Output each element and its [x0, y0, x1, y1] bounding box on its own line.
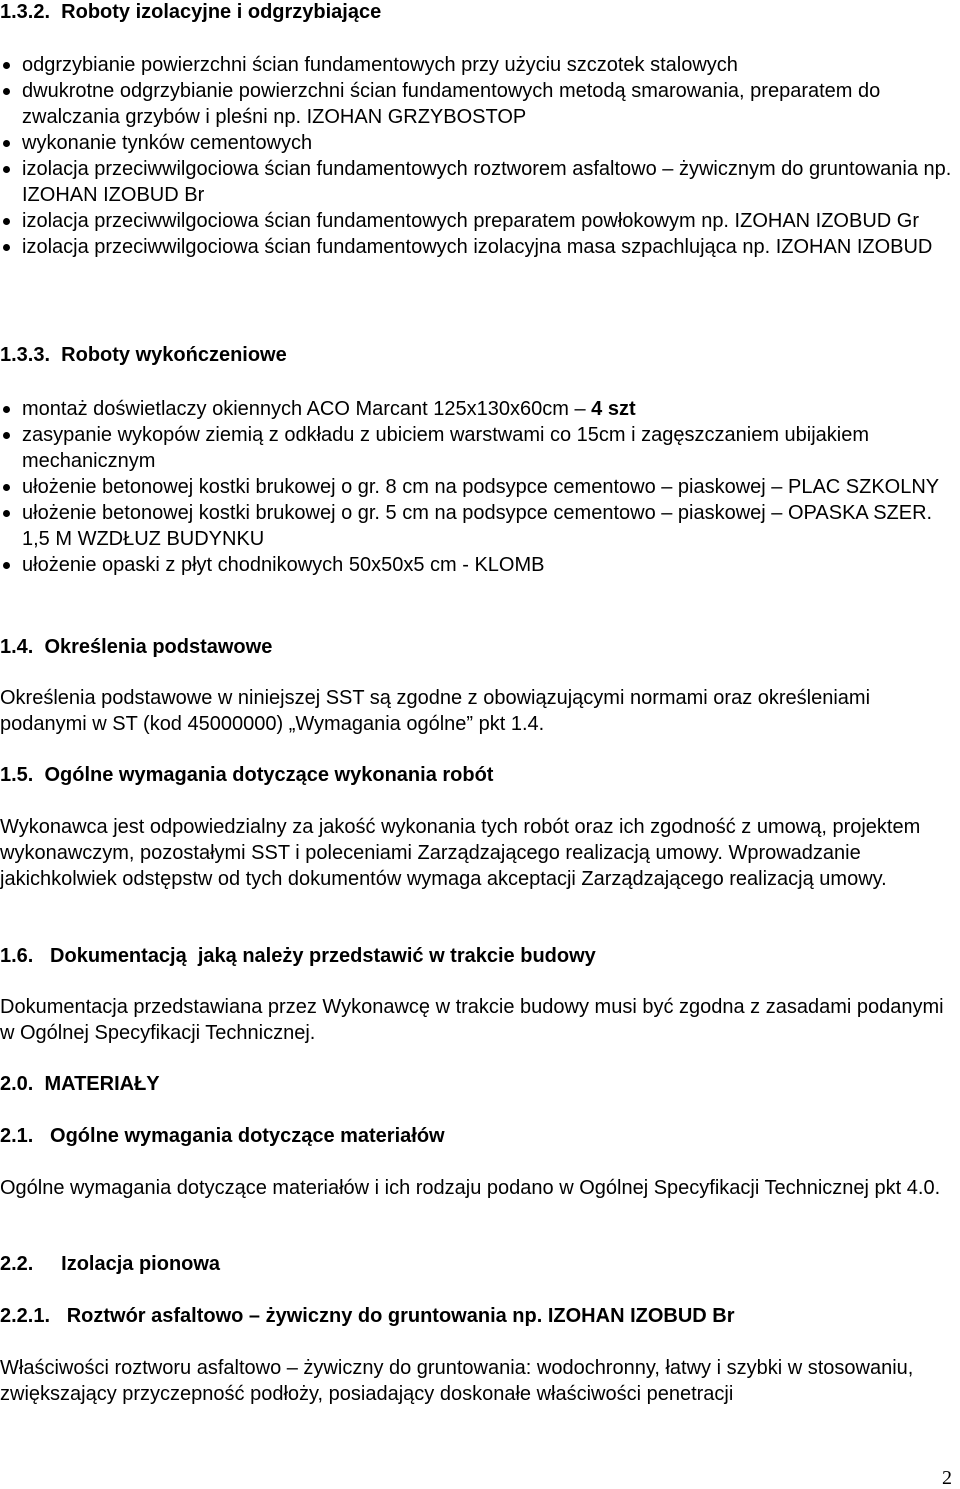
- section-heading-1-3-2: 1.3.2. Roboty izolacyjne i odgrzybiające: [0, 1, 382, 23]
- bullet-icon: [3, 510, 10, 517]
- bullet-icon: [3, 140, 10, 147]
- section-heading-1-3-3: 1.3.3. Roboty wykończeniowe: [0, 344, 287, 366]
- bullet-icon: [3, 62, 10, 69]
- section-heading-2-0: 2.0. MATERIAŁY: [0, 1073, 160, 1095]
- bullet-icon: [3, 166, 10, 173]
- list-item-text: izolacja przeciwwilgociowa ścian fundamentowych izolacyjna masa szpachlująca np. IZOHAN IZOBUD: [22, 236, 933, 258]
- list-item: [0, 234, 960, 260]
- bullet-icon: [3, 432, 10, 439]
- list-item-text: ułożenie opaski z płyt chodnikowych 50x50x5 cm - KLOMB: [22, 554, 545, 576]
- section-heading-1-4: 1.4. Określenia podstawowe: [0, 636, 273, 658]
- list-item-text: izolacja przeciwwilgociowa ścian fundamentowych roztworem asfaltowo – żywicznym do gruntowania np. IZOHAN IZOBUD Br: [22, 158, 952, 206]
- bullet-icon: [3, 88, 10, 95]
- list-item: [0, 130, 960, 156]
- section-heading-1-6: 1.6. Dokumentacją jaką należy przedstawić w trakcie budowy: [0, 945, 596, 967]
- list-item: [0, 474, 960, 500]
- list-item: [0, 552, 960, 578]
- paragraph-solution-properties: Właściwości roztworu asfaltowo – żywiczny do gruntowania: wodochronny, łatwy i szybki w stosowaniu, zwiększający przyczepność podłoży, posiadający doskonałe właściwości penetracji: [0, 1357, 914, 1405]
- section-heading-1-5: 1.5. Ogólne wymagania dotyczące wykonania robót: [0, 764, 494, 786]
- list-item: [0, 208, 960, 234]
- bullet-icon: [3, 484, 10, 491]
- list-item-quantity: 4 szt: [591, 398, 636, 420]
- paragraph-materials: Ogólne wymagania dotyczące materiałów i ich rodzaju podano w Ogólnej Specyfikacji Technicznej pkt 4.0.: [0, 1177, 941, 1199]
- bullet-icon: [3, 406, 10, 413]
- list-item: [0, 422, 960, 474]
- list-item: [0, 52, 960, 78]
- list-item-text: dwukrotne odgrzybianie powierzchni ścian fundamentowych metodą smarowania, preparatem do zwalczania grzybów i pleśni np. IZOHAN GRZYBOSTOP: [22, 80, 881, 128]
- list-item-text: odgrzybianie powierzchni ścian fundamentowych przy użyciu szczotek stalowych: [22, 54, 738, 76]
- list-item-text: izolacja przeciwwilgociowa ścian fundamentowych preparatem powłokowym np. IZOHAN IZOBUD Gr: [22, 210, 919, 232]
- list-item-text: ułożenie betonowej kostki brukowej o gr. 5 cm na podsypce cementowo – piaskowej – OPASKA SZER. 1,5 M WZDŁUZ BUDYNKU: [22, 502, 933, 550]
- list-item-text: zasypanie wykopów ziemią z odkładu z ubiciem warstwami co 15cm i zagęszczaniem ubijakiem mechanicznym: [22, 424, 870, 472]
- paragraph-documentation: Dokumentacja przedstawiana przez Wykonawcę w trakcie budowy musi być zgodna z zasadami podanymi w Ogólnej Specyfikacji Technicznej.: [0, 996, 944, 1044]
- list-item-text: montaż doświetlaczy okiennych ACO Marcant 125x130x60cm –: [22, 398, 592, 420]
- list-item-text: wykonanie tynków cementowych: [22, 132, 313, 154]
- list-item: [0, 156, 960, 208]
- section-heading-2-2: 2.2. Izolacja pionowa: [0, 1253, 221, 1275]
- page-number: 2: [942, 1467, 952, 1489]
- section-heading-2-2-1: 2.2.1. Roztwór asfaltowo – żywiczny do gruntowania np. IZOHAN IZOBUD Br: [0, 1305, 735, 1327]
- list-item: [0, 396, 960, 422]
- paragraph-general-requirements: Wykonawca jest odpowiedzialny za jakość wykonania tych robót oraz ich zgodność z umową, projektem wykonawczym, pozostałymi SST i poleceniami Zarządzającego realizacją umowy. Wprowadzanie jakichkolwiek odstępstw od tych dokumentów wymaga akceptacji Zarządzającego realizacją umowy.: [0, 816, 921, 890]
- bullet-list-finishing: [0, 396, 960, 578]
- list-item: [0, 500, 960, 552]
- bullet-icon: [3, 218, 10, 225]
- bullet-icon: [3, 244, 10, 251]
- bullet-icon: [3, 562, 10, 569]
- section-heading-2-1: 2.1. Ogólne wymagania dotyczące materiałów: [0, 1125, 445, 1147]
- paragraph-definitions: Określenia podstawowe w niniejszej SST są zgodne z obowiązującymi normami oraz określeniami podanymi w ST (kod 45000000) „Wymagania ogólne” pkt 1.4.: [0, 687, 871, 735]
- list-item-text: ułożenie betonowej kostki brukowej o gr. 8 cm na podsypce cementowo – piaskowej – PLAC SZKOLNY: [22, 476, 940, 498]
- list-item: [0, 78, 960, 130]
- bullet-list-insulation: [0, 52, 960, 260]
